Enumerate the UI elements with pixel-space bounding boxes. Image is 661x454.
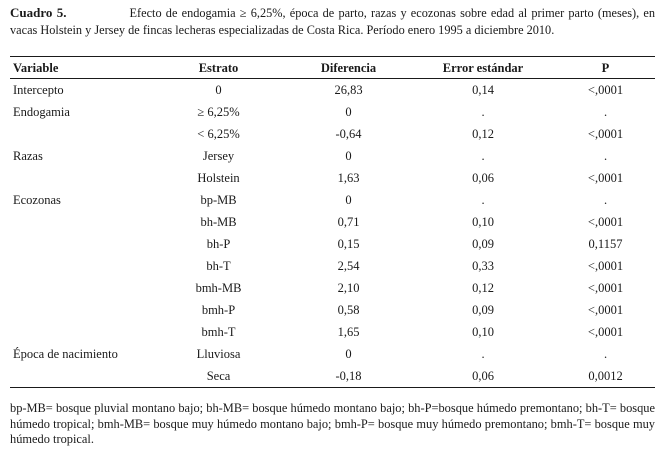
cell-estrato xyxy=(153,299,284,321)
header-estrato: Estrato xyxy=(198,60,239,75)
cell-error: 0,06 xyxy=(472,368,494,383)
estrato-value: bmh-P xyxy=(201,302,236,317)
estrato-value: bmh-T xyxy=(201,324,236,339)
cell-diferencia: 0,58 xyxy=(337,302,360,317)
table-row xyxy=(10,145,658,167)
header-variable: Variable xyxy=(13,60,59,75)
table-row xyxy=(10,277,658,299)
cell-estrato xyxy=(153,365,284,387)
cell-error: 0,09 xyxy=(472,236,494,251)
estrato-value: Lluviosa xyxy=(196,346,241,361)
cell-estrato xyxy=(153,123,284,145)
table-body xyxy=(10,79,658,387)
cell-p: <,0001 xyxy=(587,258,624,273)
cell-estrato xyxy=(153,189,284,211)
cell-diferencia: 1,65 xyxy=(337,324,360,339)
estrato-value: Seca xyxy=(206,368,231,383)
estrato-value: bh-MB xyxy=(200,214,237,229)
estrato-value: bmh-MB xyxy=(195,280,242,295)
estrato-value: Holstein xyxy=(197,170,240,185)
estrato-value: 0 xyxy=(215,82,222,97)
cell-estrato xyxy=(153,211,284,233)
table-row xyxy=(10,101,658,123)
cell-p: . xyxy=(603,192,608,207)
cell-error: . xyxy=(481,192,485,207)
table-row xyxy=(10,299,658,321)
cell-diferencia: 0 xyxy=(345,192,352,207)
table-row xyxy=(10,321,658,343)
header-diferencia: Diferencia xyxy=(320,60,377,75)
cell-error: 0,12 xyxy=(472,280,494,295)
cell-estrato xyxy=(153,101,284,123)
estrato-value: < 6,25% xyxy=(197,126,240,141)
cell-diferencia: 0 xyxy=(345,346,352,361)
cell-variable xyxy=(10,277,153,299)
cell-p: <,0001 xyxy=(587,126,624,141)
cell-error: 0,33 xyxy=(472,258,494,273)
cell-diferencia: 0 xyxy=(345,104,352,119)
cell-p: 0,0012 xyxy=(588,368,623,383)
cell-p: . xyxy=(603,148,608,163)
cell-p: . xyxy=(603,104,608,119)
cell-diferencia: 0 xyxy=(345,148,352,163)
cell-error: 0,12 xyxy=(472,126,494,141)
cell-variable xyxy=(10,167,153,189)
cell-diferencia: 2,10 xyxy=(337,280,360,295)
table-row xyxy=(10,255,658,277)
cell-variable: Época de nacimiento xyxy=(13,346,118,361)
cell-error: 0,10 xyxy=(472,214,494,229)
cell-variable xyxy=(10,211,153,233)
cell-variable: Razas xyxy=(13,148,43,163)
header-p: P xyxy=(601,60,610,75)
cell-estrato xyxy=(153,343,284,365)
table-row xyxy=(10,167,658,189)
cell-diferencia: -0,18 xyxy=(335,368,362,383)
estrato-value: bh-T xyxy=(206,258,231,273)
caption-label: Cuadro 5. xyxy=(10,5,67,20)
cell-diferencia: 0,71 xyxy=(337,214,360,229)
cell-error: . xyxy=(481,346,485,361)
cell-variable xyxy=(10,365,153,387)
caption-text: Efecto de endogamia ≥ 6,25%, época de parto, razas y ecozonas sobre edad al primer parto (meses), en vacas Holstein y Jersey de fincas lecheras especializadas de Costa Rica. Período enero 1995 a diciembre 2010. xyxy=(10,6,655,37)
cell-variable: Intercepto xyxy=(13,82,64,97)
cell-estrato xyxy=(153,79,284,101)
cell-error: . xyxy=(481,104,485,119)
cell-error: 0,09 xyxy=(472,302,494,317)
cell-variable xyxy=(10,299,153,321)
cell-variable: Endogamia xyxy=(13,104,70,119)
cell-variable xyxy=(10,233,153,255)
cell-estrato xyxy=(153,233,284,255)
table-row xyxy=(10,79,658,101)
cell-estrato xyxy=(153,321,284,343)
cell-p: <,0001 xyxy=(587,214,624,229)
cell-diferencia: -0,64 xyxy=(335,126,362,141)
table-row xyxy=(10,365,658,387)
data-table xyxy=(10,57,658,387)
bottom-rule xyxy=(10,387,655,388)
cell-variable xyxy=(10,321,153,343)
estrato-value: Jersey xyxy=(202,148,235,163)
estrato-value: bp-MB xyxy=(200,192,237,207)
cell-p: . xyxy=(603,346,608,361)
cell-estrato xyxy=(153,277,284,299)
cell-error: 0,10 xyxy=(472,324,494,339)
cell-p: <,0001 xyxy=(587,302,624,317)
header-error: Error estándar xyxy=(442,60,524,75)
cell-diferencia: 1,63 xyxy=(337,170,360,185)
cell-variable xyxy=(10,123,153,145)
cell-p: 0,1157 xyxy=(588,236,623,251)
estrato-value: ≥ 6,25% xyxy=(197,104,240,119)
cell-estrato xyxy=(153,167,284,189)
cell-diferencia: 2,54 xyxy=(337,258,360,273)
cell-diferencia: 0,15 xyxy=(337,236,360,251)
cell-estrato xyxy=(153,255,284,277)
cell-error: . xyxy=(481,148,485,163)
table-row xyxy=(10,211,658,233)
cell-p: <,0001 xyxy=(587,280,624,295)
header-row xyxy=(10,57,658,79)
cell-diferencia: 26,83 xyxy=(334,82,363,97)
table-caption xyxy=(10,5,655,38)
cell-error: 0,14 xyxy=(472,82,494,97)
table-row xyxy=(10,123,658,145)
cell-p: <,0001 xyxy=(587,170,624,185)
footnote: bp-MB= bosque pluvial montano bajo; bh-MB= bosque húmedo montano bajo; bh-P=bosque húmedo premontano; bh-T= bosque húmedo tropical; bmh-MB= bosque muy húmedo montano bajo; bmh-P= bosque muy húmedo premontano; bmh-T= bosque muy húmedo tropical. xyxy=(10,401,655,446)
table-row xyxy=(10,343,658,365)
table-row xyxy=(10,189,658,211)
table-row xyxy=(10,233,658,255)
cell-estrato xyxy=(153,145,284,167)
cell-p: <,0001 xyxy=(587,82,624,97)
cell-error: 0,06 xyxy=(472,170,494,185)
cell-variable: Ecozonas xyxy=(13,192,61,207)
estrato-value: bh-P xyxy=(206,236,231,251)
cell-p: <,0001 xyxy=(587,324,624,339)
cell-variable xyxy=(10,255,153,277)
